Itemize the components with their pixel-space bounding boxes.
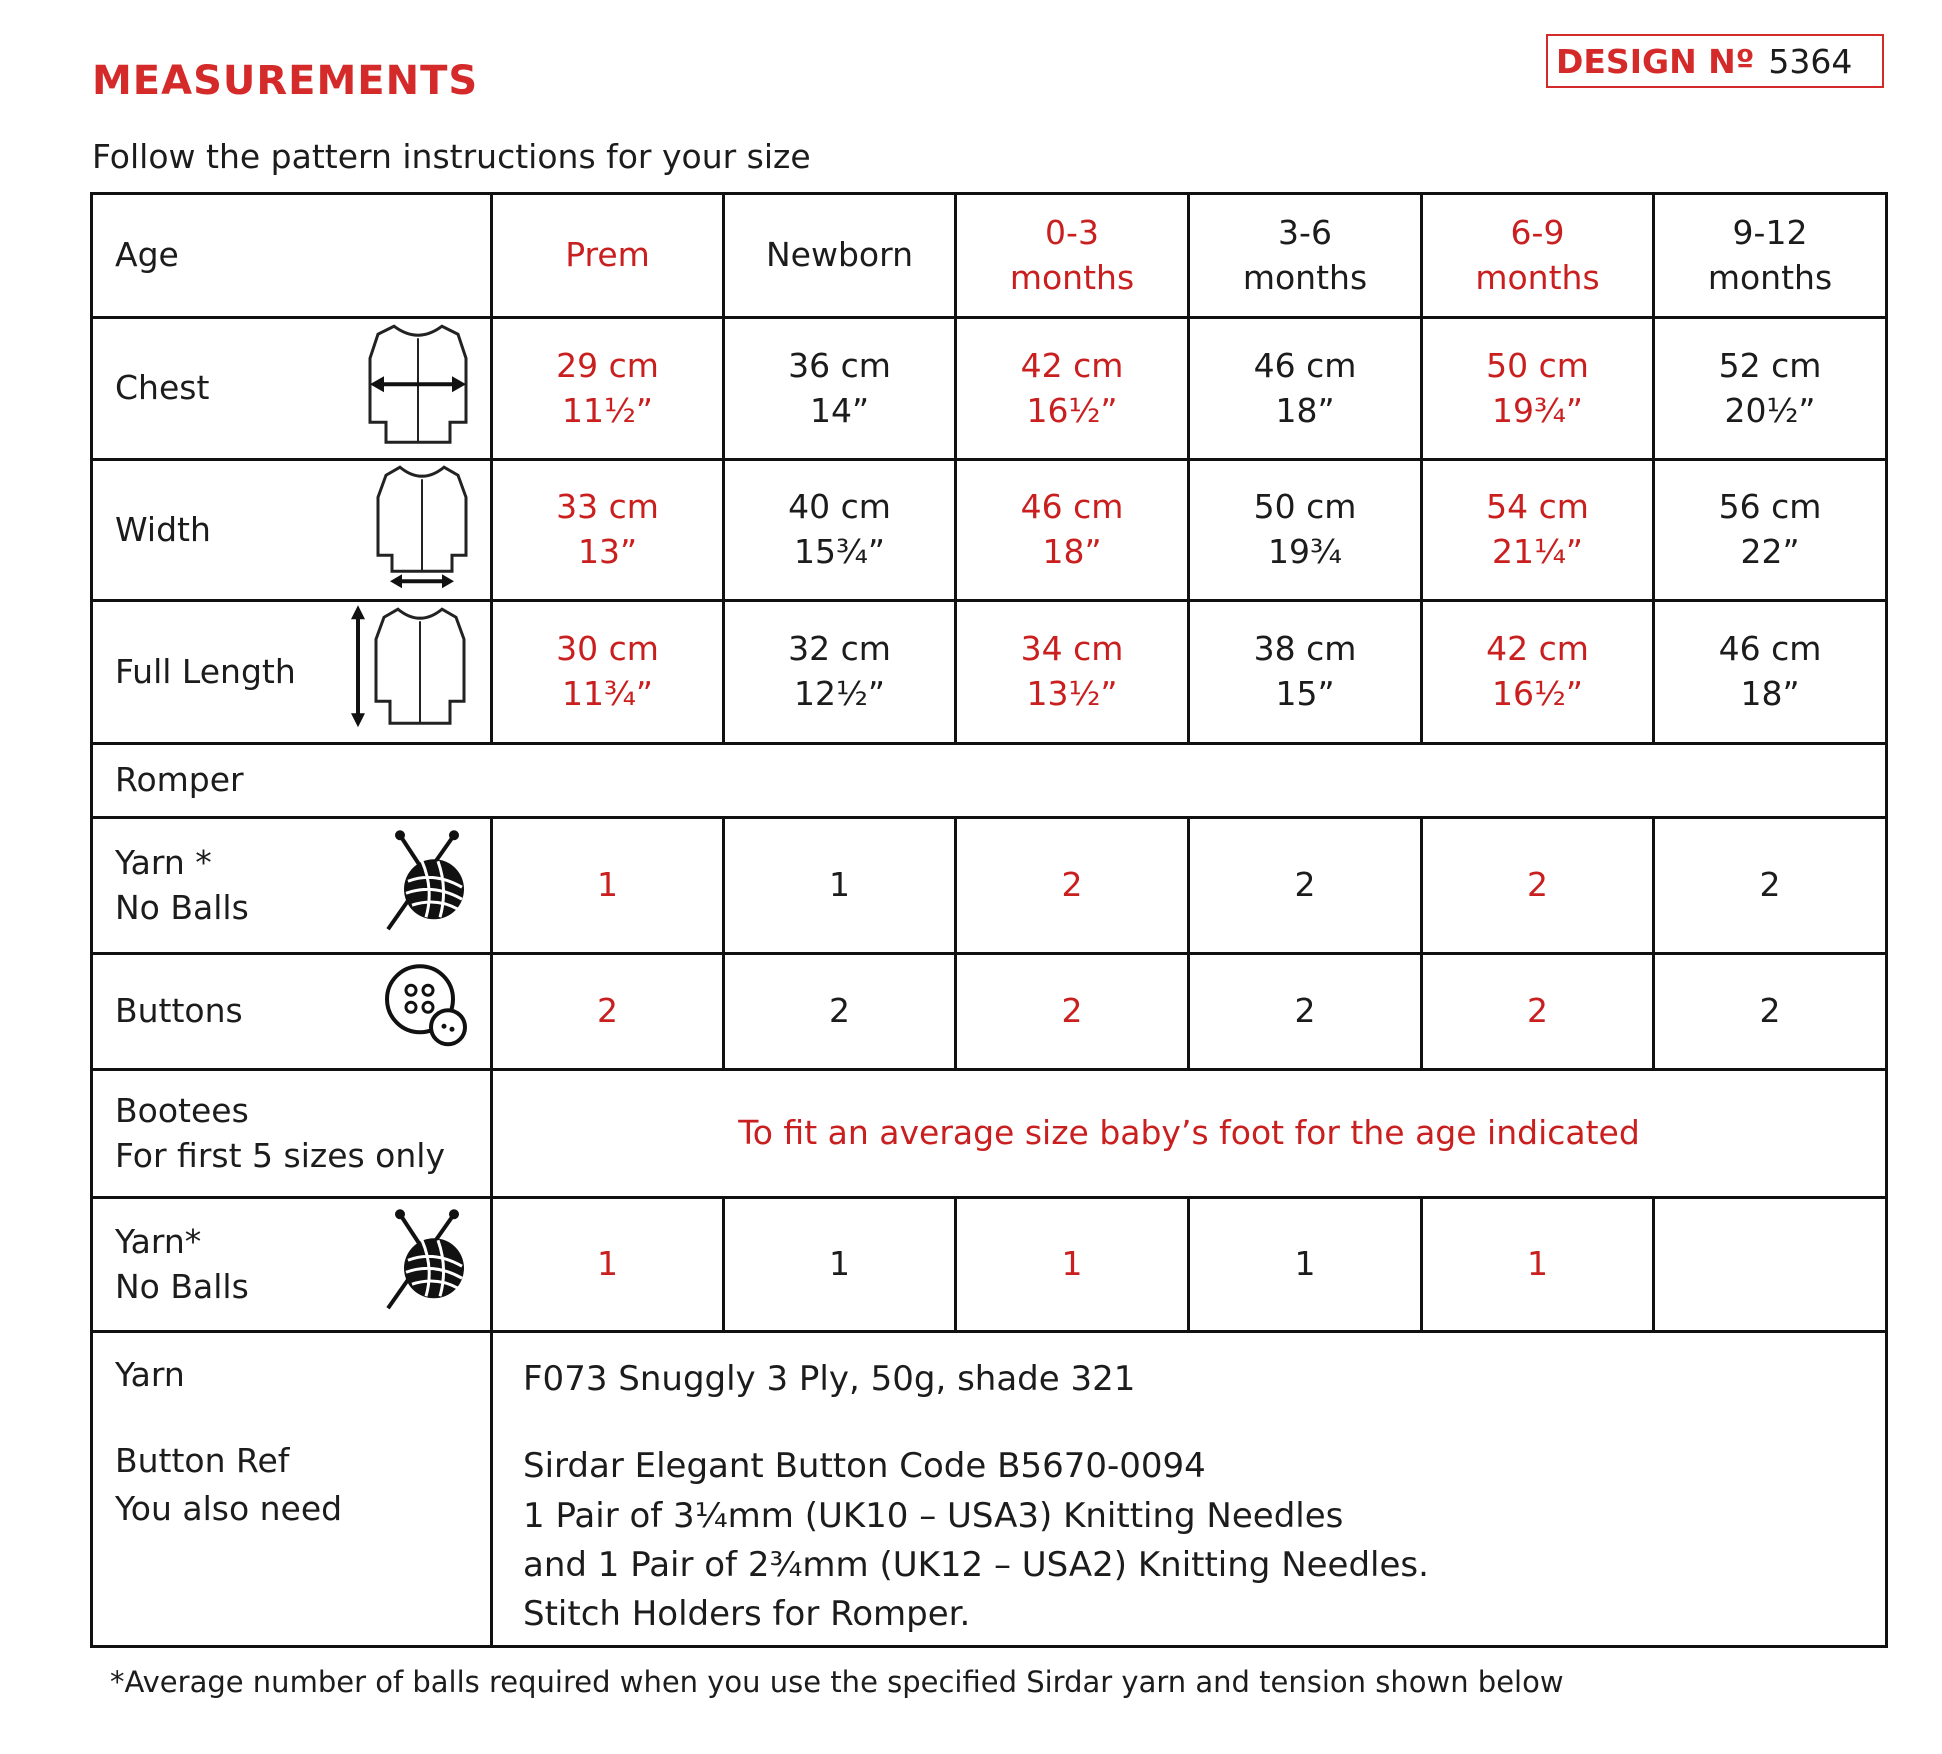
buttons-value-9-12: 2 [1654,954,1887,1070]
stitch-holders-line: Stitch Holders for Romper. [523,1594,971,1635]
bootees-yarn-value-0-3: 1 [956,1198,1189,1332]
size-header-0-3: 0-3 months [956,194,1189,318]
buttons-value-3-6: 2 [1189,954,1422,1070]
measurements-table [90,192,1888,1648]
page-title: MEASUREMENTS [92,58,479,104]
width-value-newborn: 40 cm 15¾” [724,460,956,601]
materials-values [492,1332,1887,1647]
romper-yarn-value-9-12: 2 [1654,818,1887,954]
needles-line-1: 1 Pair of 3¼mm (UK10 – USA3) Knitting Needles [523,1495,1344,1536]
size-header-9-12: 9-12 months [1654,194,1887,318]
bootees-yarn-value-6-9: 1 [1422,1198,1654,1332]
buttons-value-0-3: 2 [956,954,1189,1070]
width-label: Width [115,509,211,549]
also-need-label: You also need [115,1488,343,1528]
materials-row [92,1332,1887,1647]
age-row [92,194,1887,318]
bootees-yarn-label-cell [92,1198,492,1332]
needles-line-2: and 1 Pair of 2¾mm (UK12 – USA2) Knitting Needles. [523,1544,1429,1585]
length-value-newborn: 32 cm 12½” [724,601,956,744]
romper-row [92,744,1887,818]
yarn-ball-needles-icon [382,825,472,947]
size-header-3-6: 3-6 months [1189,194,1422,318]
romper-label: Romper [92,744,1887,818]
width-value-prem: 33 cm 13” [492,460,724,601]
romper-yarn-value-3-6: 2 [1189,818,1422,954]
bootees-note: To fit an average size baby’s foot for the age indicated [492,1070,1887,1198]
age-label: Age [92,194,492,318]
romper-yarn-value-newborn: 1 [724,818,956,954]
yarn-label: Yarn [115,1355,185,1394]
width-value-9-12: 56 cm 22” [1654,460,1887,601]
materials-labels [92,1332,492,1647]
chest-value-3-6: 46 cm 18” [1189,318,1422,460]
bootees-row [92,1070,1887,1198]
bootees-yarn-value-3-6: 1 [1189,1198,1422,1332]
chest-value-9-12: 52 cm 20½” [1654,318,1887,460]
button-ref-label: Button Ref [115,1440,290,1480]
bootees-yarn-label: Yarn* No Balls [115,1221,249,1306]
chest-row [92,318,1887,460]
width-value-3-6: 50 cm 19¾ [1189,460,1422,601]
romper-yarn-value-6-9: 2 [1422,818,1654,954]
length-label-cell [92,601,492,744]
chest-value-0-3: 42 cm 16½” [956,318,1189,460]
chest-value-6-9: 50 cm 19¾” [1422,318,1654,460]
cardigan-chest-arrow-icon [364,318,472,460]
cardigan-width-arrow-icon [372,459,472,601]
width-value-0-3: 46 cm 18” [956,460,1189,601]
romper-yarn-label: Yarn * No Balls [115,842,249,927]
subtitle: Follow the pattern instructions for your size [92,137,811,176]
romper-yarn-value-prem: 1 [492,818,724,954]
chest-label: Chest [115,368,210,408]
chest-value-newborn: 36 cm 14” [724,318,956,460]
buttons-value-newborn: 2 [724,954,956,1070]
length-label: Full Length [115,651,296,691]
width-label-cell [92,460,492,601]
buttons-label: Buttons [115,991,243,1031]
design-number-box [1546,34,1884,88]
length-value-prem: 30 cm 11¾” [492,601,724,744]
yarn-ball-needles-icon [382,1204,472,1326]
bootees-yarn-value-prem: 1 [492,1198,724,1332]
size-header-6-9: 6-9 months [1422,194,1654,318]
romper-yarn-value-0-3: 2 [956,818,1189,954]
bootees-yarn-value-newborn: 1 [724,1198,956,1332]
bootees-label: Bootees For first 5 sizes only [92,1070,492,1198]
footnote: *Average number of balls required when you use the specified Sirdar yarn and tension shown below [110,1665,1564,1699]
button-icon [382,961,472,1063]
chest-value-prem: 29 cm 11½” [492,318,724,460]
width-row [92,460,1887,601]
buttons-value-6-9: 2 [1422,954,1654,1070]
yarn-value: F073 Snuggly 3 Ply, 50g, shade 321 [523,1359,1136,1399]
length-value-3-6: 38 cm 15” [1189,601,1422,744]
buttons-label-cell [92,954,492,1070]
length-value-6-9: 42 cm 16½” [1422,601,1654,744]
bootees-yarn-value-9-12 [1654,1198,1887,1332]
width-value-6-9: 54 cm 21¼” [1422,460,1654,601]
length-value-9-12: 46 cm 18” [1654,601,1887,744]
length-row [92,601,1887,744]
design-label: DESIGN Nº [1556,41,1755,81]
button-ref-value: Sirdar Elegant Button Code B5670-0094 [523,1446,1206,1487]
size-header-prem: Prem [492,194,724,318]
length-value-0-3: 34 cm 13½” [956,601,1189,744]
chest-label-cell [92,318,492,460]
cardigan-length-arrow-icon [346,601,472,743]
buttons-value-prem: 2 [492,954,724,1070]
bootees-yarn-row [92,1198,1887,1332]
size-header-newborn: Newborn [724,194,956,318]
romper-yarn-label-cell [92,818,492,954]
romper-yarn-row [92,818,1887,954]
buttons-row [92,954,1887,1070]
design-number: 5364 [1768,41,1853,81]
